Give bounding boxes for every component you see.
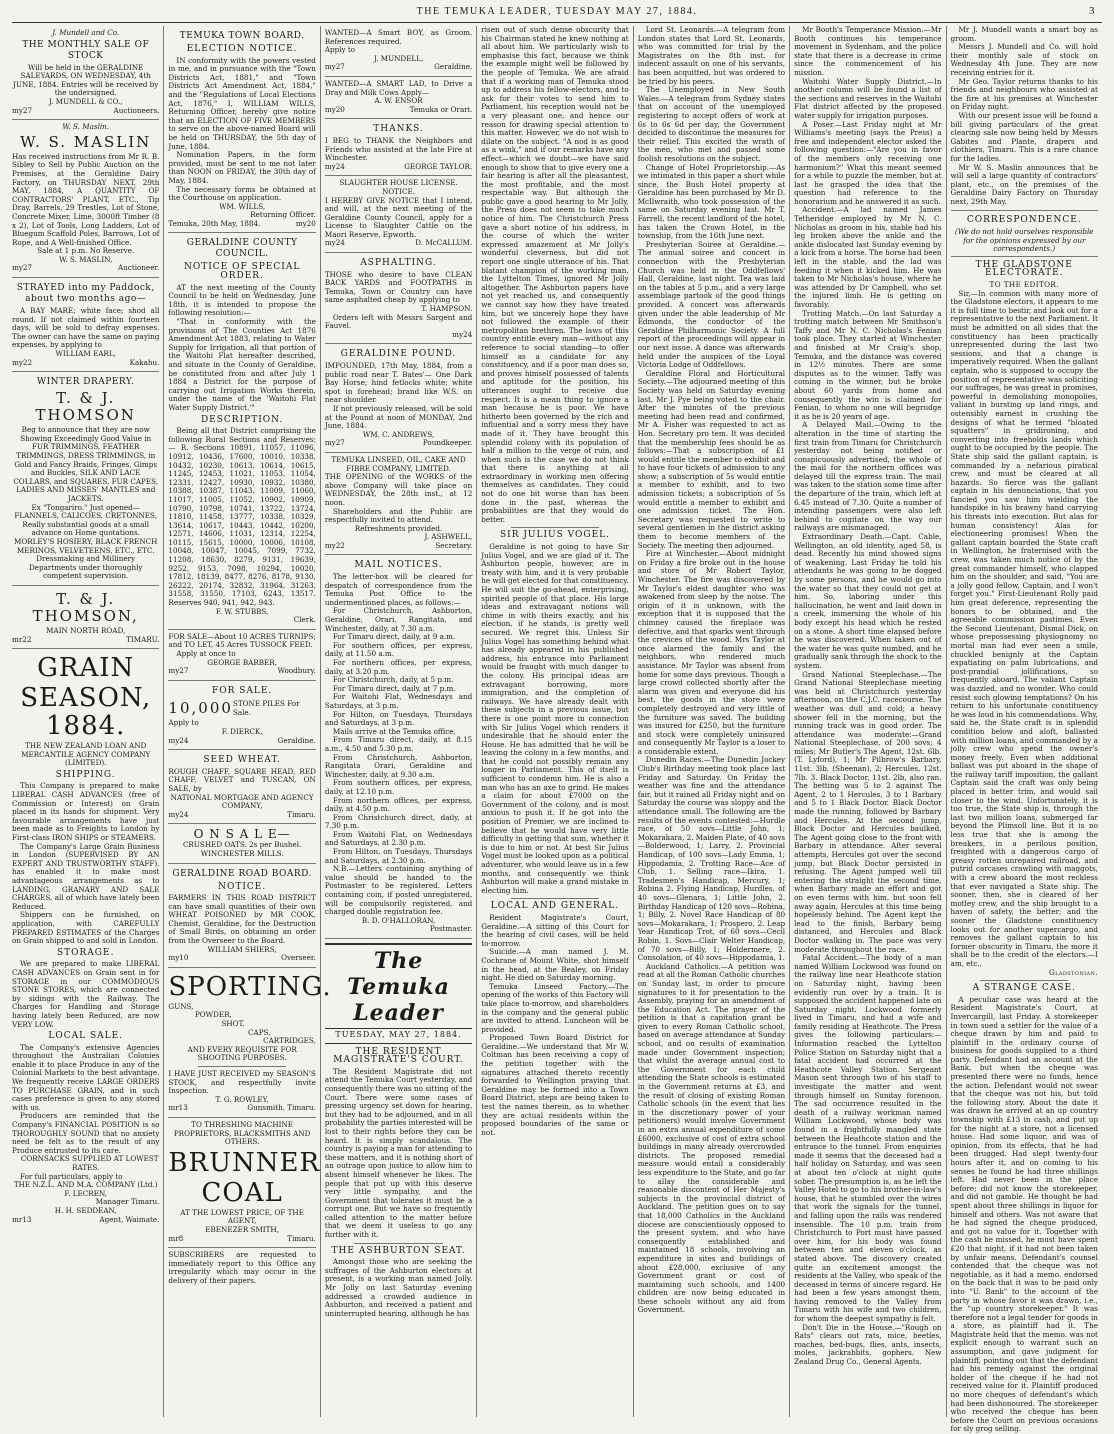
ad-signature: WILLIAM SHIERS,	[207, 944, 277, 954]
ad-ref: my27	[324, 438, 345, 448]
ad-signature: J. ASHWELL,	[424, 532, 473, 542]
paper-date: TUESDAY, MAY 27, 1884.	[325, 1028, 472, 1040]
paper-title: The Temuka Leader	[347, 948, 450, 1026]
ad-line: SHOT,	[221, 1019, 245, 1029]
ad-body: I BEG to THANK the Neighbors and Friends who assisted at the late Fire at Winchester.	[324, 135, 473, 163]
ad-byline: W. S. Maslin.	[62, 122, 110, 132]
ad-heading: THANKS.	[373, 124, 424, 135]
news-item: Fire at Winchester.—About midnight on Friday a fire broke out in the house and store of Mr Robert Taylor, Winchester. The fire was discovered by Mr Taylor's eldest daughter who was awakened from sleep by the noise. The origin of it is unknown, with the exception that it is supposed that the chimney caused the fireplace was defective, and that sparks went through the crevices of the wood. Mrs Taylor at once alarmed the family and the neighbors, who rendered much assistance. Mr Taylor was absent from home for some days previous. Though a large crowd collected shortly after the alarm was given and everyone did his best, the goods in the store were completely destroyed and very little of the furniture was saved. The building was insured for £250, but the furniture and stock were completely uninsured and consequently Mr Taylor is a loser to a considerable extent.	[637, 549, 786, 756]
ad-number: 10,000	[168, 699, 233, 718]
ad-name: T. & J. THOMSON	[35, 389, 136, 425]
news-item: Temuka Linseed Factory.—The opening of the works of this Factory will take place to-morrow, and shareholders in the company and the general public are invited to attend. Luncheon will be provided.	[481, 981, 629, 1034]
ad-heading: GERALDINE POUND.	[340, 349, 457, 360]
news-item: Presbyterian Soiree at Geraldine.—The annual soiree and concert in connection with the Presbyterian Church was held in the Oddfellows' Hall, Geraldine, last night. Tea was laid on the tables at 5 p.m., and a very large assemblage partook of the good things provided. A concert was afterwards given under the able leadership of Mr Edmonds, the conductor of the Geraldine Philharmonic Society. A full report of the proceedings will appear in our next issue. A dance was afterwards held under the auspices of the Loyal Victoria Lodge of Oddfellows.	[637, 239, 786, 370]
news-item: Waitohi Water Supply District.—In another column will be found a list of the sections and reserves in the Waitohi Flat district affected by the proposed water supply for irrigation purposes.	[794, 76, 942, 120]
ad-heading: GERALDINE ROAD BOARD.	[172, 868, 312, 879]
news-item: Mr Booth's Temperance Mission.—Mr Booth continues his temperance movement in Sydenham, and the police state that there is a decrease in crime since the commencement of his mission.	[794, 25, 942, 77]
news-item: Mr J. Mundell wants a smart boy as groom.	[950, 25, 1098, 43]
letter-heading: THE GLADSTONE ELECTORATE.	[975, 259, 1073, 279]
ad-body: Apply at once to	[176, 649, 236, 658]
ad-heading: TO THRESHING MACHINE PROPRIETORS, BLACKSMITHS AND OTHERS.	[173, 1119, 311, 1147]
ad-big-text: BRUNNER	[168, 1147, 321, 1178]
ad-paragraph: CORNSACKS SUPPLIED AT LOWEST RATES.	[20, 1154, 159, 1172]
columns	[12, 25, 1102, 1434]
ad-body: AT THE LOWEST PRICE, OF THE AGENT,	[180, 1207, 304, 1226]
article-body: Geraldine is not going to have Sir Julius Vogel, and we are glad of it. The Ashburton people, however, are in treaty with him, and it is very probable he will get elected for that constituency. He will suit the go-ahead, enterprising, spirited people of that place. His large ideas and extravagant notions will chime in with theirs exactly, and his election, if he stands, is pretty well secured. We regret this. Unless Sir Julius Vogel has something behind what has already appeared in his published address, his entrance into Parliament would be fraught with much danger to the colony. His principal ideas are extravagant borrowing, more immigration, and the completion of railways. We have already dealt with these subjects in a previous issue, but there is one point more in connection with Sir Julius Vogel which renders it undesirable that he should enter the House. He has admitted that he will be leaving the colony in a few months, and that he could not possibly remain any longer in Parliament. This of itself is sufficient to condemn him. He is also a man who has an axe to grind. He makes a claim for about £7000 on the Government of the colony, and is most anxious to push it. If he got into the position of Premier, we are inclined to believe that he would have very little difficulty in getting that sum, whether it is due to him or not. At best Sir Julius Vogel must be looked upon as a political adventurer, who would leave us in a few months, and consequently we think Ashburton will make a grand mistake in electing him.	[481, 542, 629, 895]
ad-linseed-company	[325, 453, 472, 556]
ad-signature: WM. WILLS,	[219, 201, 266, 211]
column-2	[163, 26, 332, 1417]
ad-ref: my22	[12, 357, 33, 367]
ad-stone-piles	[168, 681, 315, 750]
ad-heading: FOR SALE.	[211, 685, 273, 696]
ad-paragraph: Shareholders and the Public are respectfully invited to attend.	[324, 506, 473, 525]
masthead-title: THE TEMUKA LEADER, TUESDAY MAY 27, 1884.	[416, 5, 698, 17]
ad-winter-drapery	[12, 372, 159, 586]
mail-line: Mails arrive at the Temuka office,	[332, 726, 456, 736]
ad-signature: T. HAMPSON.	[421, 304, 473, 314]
ad-ref: my24	[324, 161, 345, 171]
ad-signature: W. S. MASLIN,	[59, 254, 113, 264]
ad-role: Clerk.	[293, 615, 316, 625]
ad-road-board	[168, 864, 315, 968]
ad-heading: SEED WHEAT.	[203, 755, 281, 766]
mail-line: From Christchurch direct, daily, at 7.30 p.m.	[324, 812, 473, 831]
ad-address: MAIN NORTH ROAD,	[46, 625, 126, 635]
news-item: Grand National Steeplechase.—The Grand National Steeplechase meeting was held at Christchurch yesterday afternoon, on the C.J.C. racecourse. The weather was dull and cold; a heavy shower fell in the morning, but the running track was in good order. The attendance was moderate:—Grand National Steeplechase, of 200 sovs; 4 miles; Mr Butler's The Agent, 12st. 6lb. (T. Lyford), 1; Mr Pilbrow's Barbary, 11st. 3lb. (Sheenan), 2; Hercules, 12st. 7lb. 3. Black Doctor, 11st. 2lb, also ran. The betting was 5 to 2 against The Agent, 2 to 1 Hercules, 3 to 1 Barbary and 5 to 1 Black Doctor. Black Doctor made the running, followed by Barbary and Hercules. At the second jump, Black Doctor and Hercules baulked, The Agent going close to the front with Barbary in attendance. After several attempts, Hercules got over the second jump, but Black Doctor persisted in refusing. The Agent jumped well till entering the straight the second time, when Barbary made an effort and got on even terms with him, but soon fell away again, Hercules at this time being hopelessly behind. The Agent kept the lead to the finish, Barbary being distanced, and Hercules and Black Doctor walking in. The pace was very moderate throughout the race.	[794, 669, 942, 954]
article-body: Amongst those who are seeking the suffrages of the Ashburton electors at present, is a working man named Jolly. Mr Jolly on last Saturday evening addressed a crowded audience in Ashburton, and received a patient and uninterrupted hearing, although he has	[324, 1257, 473, 1318]
ad-role: Secretary.	[435, 540, 473, 550]
ad-heading: O N S A L E—	[193, 827, 291, 842]
ad-line: CAPS,	[248, 1027, 271, 1037]
ad-line: CARTRIDGES,	[263, 1036, 316, 1046]
ad-ref: mr13	[12, 1214, 32, 1224]
ad-body: IMPOUNDED, 17th May, 1884, from a public road near T. Bates'— One Dark Bay Horse; hind fetlocks white; white spot in forehead; brand like W.S. on near shoulder.	[324, 361, 473, 405]
ad-signature: WINCHESTER MILLS.	[200, 848, 284, 858]
ad-heading: FOR SALE—About 10 ACRES TURNIPS; and TO LET, 45 Acres TUSSOCK FEED.	[168, 631, 316, 650]
news-item: Lord St. Leonards.—A telegram from London states that Lord St. Leonards, who was committed for trial by the Magistrates on the 8th inst. for indecent assault on one of his servants, has been acquitted, but was ordered to be tried by his peers.	[637, 25, 786, 86]
ad-line: GUNS,	[168, 1001, 194, 1011]
ad-heading: SLAUGHTER HOUSE LICENSE. NOTICE.	[339, 178, 458, 196]
ad-subheading: DESCRIPTION.	[200, 414, 284, 425]
news-item: A Poser.—Last Friday night at Mr Williams's meeting (says the Press) a free and independent elector asked the following question:—"Are you in favor of the members only receiving one harmonium?" What this meant seemed for a while to puzzle the member, but at last he grasped the idea that the question had reference to the honorarium and he answered it as such.	[794, 119, 942, 206]
ad-ref: my24	[168, 809, 189, 819]
mail-line: From southern offices, per express, daily, at 12.10 p.m.	[324, 778, 473, 796]
ad-mundell-stock-sale	[12, 26, 159, 120]
news-item: A Delayed Mail.—Owing to the alteration in the time of starting the first train from Timaru for Christchurch yesterday not being notified or conspicuously advertised, the whole of the mail for the northern offices was delayed till the express train. The mail was taken to the station some time after the departure of the train, which left at 6.45 instead of 7.30. Quite a number of intending passengers were also left behind to cogitate on the way our railways are mismanaged.	[794, 420, 942, 533]
ad-role: Auctioneers.	[113, 105, 160, 115]
ad-heading: GERALDINE COUNTY COUNCIL.	[186, 238, 298, 260]
ad-brunner-coal	[168, 1118, 321, 1248]
mail-line: For Waitohi Flat, Wednesdays and Saturdays, at 3 p.m.	[324, 692, 473, 710]
ad-role: Manager Timaru.	[95, 1197, 160, 1207]
ad-ref: my27	[324, 62, 345, 72]
ad-wanted-boy	[325, 26, 472, 77]
ad-heading: WINTER DRAPERY.	[36, 377, 135, 388]
ad-ref: my24	[324, 238, 345, 248]
ad-signature: J. MUNDELL,	[373, 53, 424, 63]
news-item: Mr W. S. Maslin announces that he will sell a large quantity of contractors' plant, etc., on the premises of the Geraldine Dairy Factory on Thursday next, 29th May.	[950, 162, 1098, 206]
section-heading: LOCAL AND GENERAL.	[490, 901, 620, 912]
mail-line: For Christchurch, daily, at 5 p.m.	[332, 675, 454, 685]
ad-signature: H. H. SEDDEAN,	[54, 1205, 117, 1215]
news-item: Trotting Match.—On last Saturday a trotting match between Mr Smithson's Taffy and Mr N. C. Nicholas's Fenian took place. They started at Winchester and finished at Mr Craig's shop, Temuka, and the distance was covered in 12½ minutes. There are some disputes as to the winner. Taffy was coming in the winner, but he broke about 60 yards from home and consequently the win is claimed for Fenian, to whom no one will begrudge it as he is 20 years of age.	[794, 308, 942, 421]
news-item: Don't Die in the House.—"Rough on Rats" clears out rats, mice, beetles, roaches, bed-bugs, flies, ants, insects, moles, jackrabbits, gophers. New Zealand Drug Co., General Agents.	[794, 1322, 942, 1367]
mail-line: The letter-box will be cleared for despatch of correspondence from the Temuka Post Office to the undermentioned places, as follows:—	[324, 572, 473, 607]
news-item: Change of Hotel Proprietorship.—As we intimated in this paper a short while since, the Bush Hotel property at Geraldine has been purchased by Mr D. McIlwraith, who took possession of the same on Saturday evening last. Mr T. Farrell, the recent landlord of the hotel, has taken the Crown Hotel, in the township, from the 16th June next.	[637, 162, 786, 241]
ad-signature: F. W. STUBBS,	[215, 606, 269, 616]
ad-signature: F. LECREN,	[64, 1188, 108, 1198]
ad-ref: my27	[12, 263, 33, 273]
mail-line: From Waitohi Flat, on Wednesdays and Saturdays, at 2.30 p.m.	[324, 829, 473, 848]
news-item: Suicide.—A man named J. M. Cochrane of Mount White, shot himself in the head, at the Bealey, on Friday night. He died on Saturday morning.	[481, 947, 629, 983]
article-heading: THE ASHBURTON SEAT.	[331, 1245, 466, 1256]
ad-role: Returning Officer.	[250, 210, 316, 220]
mail-line: From Christchurch, Ashburton, Rangitata Orari, Geraldine and Winchester, daily, at 9.30 a.m.	[324, 752, 473, 779]
news-item: Proposed Town Board District for Geraldine.—We understand that Mr W. Coltman has been receiving a copy of the petition together with the signatures attached thereto recently forwarded to Wellington praying that Geraldine may be formed into a Town Board District, steps are being taken to test the names therein, as to whether they are actual residents within the proposed boundaries of the same or not.	[481, 1033, 629, 1137]
ad-signature: GEORGE BARBER,	[207, 657, 277, 667]
ad-subheading: NOTICE.	[218, 881, 267, 892]
ad-body: Has received instructions from Mr R. B. Sibley to Sell by Public Auction on the Premises, at the Geraldine Dairy Factory, on THURSDAY NEXT, 29th MAY, 1884, A QUANTITY OF CONTRACTORS' PLANT, ETC., Tip Dray, Barrels, 29 Trestles, Lot of Stone, Concrete Mixer, Lime, 3000ft Timber (8 x 2), Lot of Tools, Long Ladders, Lot of Bluegum Scaffold Poles, Barrows, Lot of Rope, and A Well-finished Office.	[12, 151, 160, 247]
ad-body: CRUSHED OATS. 2s per Bushel.	[182, 840, 302, 850]
news-item: Resident Magistrate's Court, Geraldine.—A sitting of this Court for the hearing of civil cases, will be held to-morrow.	[481, 912, 629, 948]
ad-name: W. S. MASLIN	[20, 132, 152, 151]
ad-signature: B. D. O'HALLORAN,	[361, 915, 436, 925]
news-item: Dunedin Races.—The Dunedin Jockey Club's Birthday meeting took place last Friday and Saturday. On Friday the weather was fine and the attendance fair, but it rained all Friday night and on Saturday the course was sloppy and the attendance small. The following are the results of the events contested:—Hurdle race, of 50 sovs—Little John, 1; Mokarakara, 2. Maiden Plate, of 40 sovs—Bolderwood, 1; Larry, 2. Provincial Handicap, of 100 sovs—Lady Emma, 1; Hippodamia, 2. Trotting Race—Ace of Club, 1. Selling race—Ikira, 1. Tradesmen's Handicap, Mercury, 1; Robina 2. Flying Handicap, Hurdles, of 40 sovs—Glenara, 1; Little John, 2. Birthday Handicap of 120 sovs—Robina, 1; Billy, 2. Novel Race Handicap of 80 sovs—Mokarakara, 1; Prospero, 2. Leap Year Handicap Trot, of 60 sovs—Cecil Robin, 1. Sovs—Clair Welter Handicap, of 70 sovs—Billy, 1; Holdermere, 2. Consolation, of 40 sovs—Hippodamia, 1.	[637, 755, 786, 963]
ad-geraldine-pound	[325, 344, 472, 453]
ad-paragraph: For full particulars, apply to	[20, 1171, 123, 1181]
letter-salutation: TO THE EDITOR.	[989, 280, 1059, 290]
ad-ref: my24	[452, 329, 473, 339]
ad-body: Beg to announce that they are now Showing Exceedingly Good Value in FUR TRIMMINGS, FEATHER TRIMMINGS, DRESS TRIMMINGS, in Gold and Fancy Braids, Fringes, Gimps and Buckles, SILK AND LACE COLLARS, and SQUARES, FUR CAPES, LADIES AND MISSES' MANTLES and JACKETS.	[13, 425, 159, 503]
ad-paragraph: This Company is prepared to make LIBERAL CASH ADVANCES (free of Commission or Interest) on Grain placed in its hands for shipment. Very favourable arrangements have just been made as to Freights to London by First-class IRON SHIPS or STEAMERS.	[12, 781, 160, 843]
ad-paragraph: Refreshments provided.	[354, 523, 443, 533]
column-5	[633, 26, 789, 1417]
ad-paragraph: The Company's Large Grain Business in London (SUPERVISED BY AN EXPERT AND TRUSTWORTHY STAFF), has enabled it to make most advantageous arrangements as to LANDING, GRANARY AND SALE CHARGES, all of which have lately been Reduced.	[12, 841, 160, 911]
news-item: Geraldine Floral and Horticultural Society.—The adjourned meeting of this Society was held on Saturday evening last, Mr J. Pye being voted to the chair. After the minutes of the previous meeting had been read and confirmed, Mr A. Fisher was requested to act as Hon. Secretary pro tem. It was decided that the membership fees should be as follows:—That a subscription of £1 would entitle the member to exhibit and to have four tickets of admission to any show; a subscription of 5s would entitle a member to exhibit, and to two admission tickets; a subscription of 5s would entitle a member to exhibit and one admission ticket. The Hon. Secretary was requested to write to several gentlemen in the district asking them to become members of the Society. The meeting then adjourned.	[637, 368, 786, 550]
ad-crushed-oats	[168, 824, 315, 863]
ad-paragraph: The Company's extensive Agencies throughout the Australian Colonies enable it to place Produce in any of the Colonial Markets to the best advantage. We frequently receive LARGE ORDERS TO PURCHASE GRAIN, and in such cases preference is given to any stored with us.	[12, 1042, 160, 1112]
ad-place: Timaru.	[287, 809, 316, 819]
ad-place: Kakahu.	[129, 357, 160, 367]
ad-signature: F. DIERCK,	[221, 726, 263, 736]
ad-heading: THE MONTHLY SALE OF STOCK	[22, 39, 150, 61]
article-heading: A STRANGE CASE.	[972, 983, 1076, 994]
mail-line: For southern offices, per express, daily, at 11.50 a.m.	[324, 640, 473, 659]
ad-role: Auctioneer.	[117, 263, 160, 273]
ad-name: T. & J. THOMSON,	[32, 589, 139, 625]
ad-place: Woodbury.	[277, 666, 316, 676]
ad-paragraph: IN conformity with the powers vested in me, and in pursuance with the "Town Districts Act, 1881," and "Town Districts Act Amendment Act, 1884," and the "Regulations of Local Elections Act, 1876," I, WILLIAM WILLS, Returning Officer, hereby give notice that an ELECTION OF FIVE MEMBERS to serve on the above-named Board will be held on THURSDAY, the 5th day of June, 1884.	[168, 55, 316, 151]
ad-ref: my20	[324, 104, 345, 114]
news-item: Accident.—A lad named James Tetheridge employed by Mr N. C. Nicholas as groom in his, stable had his leg broken above the ankle and the ankle dislocated last Sunday evening by a kick from a horse. The horse had been left in the stable, and the lad was feeding it when it kicked him. He was taken to Mr Nicholas's house, where he was attended by Dr Campbell, who set the injured limb. He is getting on favorably.	[794, 205, 942, 309]
article-body: risen out of such dense obscurity that his Chairman stated he knew nothing at all about him. We particularly wish to emphasise this fact, because we think the example might well be followed by the people of Temuka. We are afraid that if a working man of Temuka stood up to address his fellow-electors, and to ask for their votes to send him to Parliament, his reception would not be a very pleasant one, and hence our reason for drawing special attention to this matter. However, we do not wish to dilate on the subject. "A nod is as good as a wink," and if our remarks have any effect—which we doubt—we have said enough to show that to give every one a fair hearing is after all the pleasantest, the most profitable, and the most respectable way. But although the public gave a good hearing to Mr Jolly, the Press does not seem to take much notice of him. The Christchurch Press gave a short notice of his address, in the course of which the writer expressed amazement at Mr Jolly's wonderful cleverness, but did not report one single utterance of his. That blatant champion of the working man, the Lyttelton Times, ignored Mr Jolly altogether. The Ashburton papers have not yet reached us, and consequently we cannot say how they have treated him, but we sincerely hope they have not followed the example of their metropolitan brethren. The laws of this country entitle every man—without any reference to social standing—to offer himself as a candidate for any constituency, and if a poor man does so, and proves himself possessed of talents and aptitude for the position, his utterances ought to receive due respect. It is a mean thing to ignore a man because he is poor. We have hitherto been governed by the rich and influential and a sorry mess they have made of it. They have brought this splendid colony with its population of half a million to the verge of ruin, and when such is the case we do not think that there is anything at all extraordinary in working men offering themselves as candidates. They could not do one bit worse than has been done in the past, whereas the probabilities are that they would do better.	[481, 25, 629, 524]
news-item: The Unemployed in New South Wales.—A telegram from Sydney states that on account of the unemployed registering to accept offers of work at 6s to 6s 6d per day, the Government decided to discontinue the measures for their relief. This excited the wrath of the men, who met and passed some foolish resolutions on the subject.	[637, 85, 786, 163]
ad-line: POWDER,	[194, 1010, 232, 1020]
ad-heading: SPORTING.	[168, 971, 332, 1002]
column-3	[320, 26, 476, 1417]
article-heading: SIR JULIUS VOGEL.	[499, 530, 610, 541]
ad-heading: TEMUKA TOWN BOARD.	[179, 31, 305, 41]
column-1	[12, 26, 163, 1417]
ad-ref: my27	[168, 666, 189, 676]
ad-item: STONE PILES For Sale.	[232, 699, 300, 717]
ad-ref: mr8	[168, 1233, 184, 1243]
letter-body: Sir,—In common with many more of the Gladstone electors, it appears to me it is full time to bestir, and look out for a representative to the next Parliament. It must be admitted on all sides that the constituency has been practically unrepresented during the last two sessions, and that a change is imperatively required. When the gallant captain, who is supposed to occupy the position of representative was soliciting our suffrages, he was great in promises, powerful in demolishing monopolies, valiant in bursting up land rings, and ostensibly earnest in crushing the designs of what he termed "bloated squatters" in gridironing, and converting into freeholds lands which ought to be occupied by the people. The State ship said the gallant captain, is commanded by a nefarious piratical crew, and must be cleared at all hazards. So fierce was the gallant captain in his denunciations, that you fancied you saw him wielding the handspike in his brawny hand carrying his threats into execution. But alas for human consistency! Alas for electioneering promises! When the gallant captain boarded the State craft in Wellington, he fraternised with the crew, was taken much notice of by the great commander himself, who clapped him on the shoulder, and said, "You are a jolly good fellow, Captain, and I won't forget you." First-Lieutenant Rolly paid him great deference, representing the honors to be obtained, and the agreeable commission pastimes. Even the Second Lieutenant, Dismal Dick, on whose prepossessing physiognomy no mortal man had ever seen a smile, chuckled benignly at the Captain expatiating on palm lubrications, and post-prandial jollifications, so frequently aboard. The valiant Captain was dazzled, and no wonder. Who could resist such glowing temptations? On his return to his unfortunate constituency he was loud in his commendations. Why, said he, the State craft is in splendid condition below and aloft, ballasted with million loans, and commanded by a jolly crew who spend the owner's money freely. Even when additional ballast was put aboard in the shape of the railway tariff imposition, the gallant Captain said the craft was only being placed in better trim, and would sail closer to the wind. Unfortunately, it is too true, the State ship is, through the last two million loans, submerged far beyond the Plimsoll line. But it is no less true that she is among the breakers, in a perilous position, freighted with a dangerous cargo of greasy rotten unrepaired railroad, and putrid carcases crawling with maggots, with a crew aboard the most reckless that ever navigated a State ship. The sooner, then, she is cleared of her motley crew, and the ship brought to a haven of safety, the better; and the sooner the Gladstone constituency looks out for another supercargo, and removes the gallant captain to his former obscurity in Timaru, the more it shall be to the credit of the electors.—I am, etc.,	[950, 288, 1098, 968]
disclaimer: (We do not hold ourselves responsible for the opinions expressed by our correspondents.)	[954, 227, 1094, 254]
news-item: Extraordinary Death.—Capt. Cable, Wellington, an old identity, aged 58, is dead. Recently his mind showed signs of weakening. Last Friday he told his attendants he was going to be dogged by some persons, and he would go into the water so that they could not get at him. So, laboring under this hallucination, he went and laid down in a creek, immersing the whole of his body except his head which he rested on a stone. A short time elapsed before he was discovered. When taken out of the water he was quite numbed, and he gradually sank through the shock to the system.	[794, 532, 942, 670]
ad-ref: my22	[324, 540, 345, 550]
paper-title-block	[325, 943, 472, 1044]
ad-paragraph: Producers are reminded that the Company's FINANCIAL POSITION is so THOROUGHLY SOUND that no anxiety need be felt as to the result of any Produce entrusted to its care.	[12, 1111, 160, 1155]
ad-asphalting	[325, 253, 472, 344]
ad-signature: J. MUNDELL & CO.,	[48, 96, 123, 106]
ad-role: Gunsmith, Timaru.	[247, 1103, 316, 1113]
ad-footer: Orders left with Messrs Sargent and Fauvel.	[324, 312, 473, 331]
ad-role: Agent, Waimate.	[99, 1214, 160, 1224]
news-item: Auckland Catholics.—A petition was read at all the Roman Catholic churches on Sunday last, in order to procure signatures to it for presentation to the Assembly, praying for an amendment of the Education Act. The prayer of the petition is that a capitation grant be given to every Roman Catholic school, based on average attendance at Sunday school, and on results of examination made under Government inspection; that whilst the average annual cost to the Government for each child attending the State schools is estimated in the Government returns at £3, and the result of closing of existing Roman Catholic schools (in the event that lies in the discretionary power of your petitioners) would involve Government in an extra annual expenditure of some £6000, exclusive of cost of extra school buildings in many already overcrowded districts. The proposed remedial measure would entail a considerably less expenditure to the State, and go far to allay the considerable and reasonable discontent of Her Majesty's subjects in the provincial district of Auckland. The petition goes on to say that 18,000 Catholics in the Auckland diocese are conscientiously opposed to the present system, and who have consequently established and maintained 18 schools, involving an expenditure in sites and buildings of about £28,000, exclusive of any Government grant or cost of maintaining such schools, and 1400 children are now being educated in these schools without any aid from Government.	[637, 961, 786, 1315]
ad-body: I HEREBY GIVE NOTICE that I intend, and will, at the next meeting of the Geraldine County Council, apply for a License to Slaughter Cattle on the Maori Reserve, Epworth.	[324, 195, 473, 239]
mail-line: For Hilton, on Tuesdays, Thursdays and Saturdays, at 3 p.m.	[324, 709, 473, 728]
ad-ref: mr22	[12, 634, 32, 644]
ad-heading: TEMUKA LINSEED, OIL, CAKE AND FIBRE COMPANY, LIMITED.	[331, 454, 466, 473]
ad-mail-notices	[325, 555, 472, 939]
ad-seed-wheat	[168, 750, 315, 824]
ad-paragraph: AT the next meeting of the County Council to be held on Wednesday, June 18th, it is intended to propose the following resolution:—	[168, 282, 316, 318]
ad-role: Overseer.	[281, 953, 316, 963]
ad-apply: Apply to	[168, 718, 199, 728]
ad-body: FARMERS IN THIS ROAD DISTRICT can have small quantities of their own WHEAT POISONED by MR COOK, Chemist, Geraldine, for the Destruction of Small Birds, on obtaining an order from the Overseer to the Board.	[168, 893, 316, 946]
column-6	[789, 26, 945, 1417]
news-item: Mr Geo. Taylor returns thanks to his friends and neighbours who assisted at the fire at his premises at Winchester on Friday night.	[950, 76, 1098, 112]
ad-town-board-election	[168, 26, 315, 233]
ad-paragraph: We are prepared to make LIBERAL CASH ADVANCES on Grain sent in for STORAGE in our COMMODIOUS STONE STORES, which are connected by sidings with the Railway. The Charges for Handling and Storage having lately been Reduced, are now VERY LOW.	[12, 959, 160, 1029]
page-number: 3	[1089, 5, 1096, 17]
ad-place: Geraldine.	[434, 62, 473, 72]
ad-ref: my20	[295, 218, 316, 228]
ad-byline: J. Mundell and Co.	[52, 28, 120, 37]
news-item: With our present issue will be found a bill giving particulars of the great clearing sale now being held by Messrs Gabites and Plante, drapers and clothiers, Timaru. This is a rare chance for the ladies.	[950, 110, 1098, 163]
column-4	[476, 26, 632, 1417]
ad-body: ROUGH CHAFF, SQUARE HEAD, RED CHAFF, VELVET and TUSCAN, ON SALE, by	[168, 766, 316, 793]
ad-subheading: LOCAL SALE.	[48, 1031, 124, 1042]
ad-heading: GRAIN	[37, 653, 135, 684]
ad-subheading: NOTICE OF SPECIAL ORDER.	[183, 262, 301, 282]
ad-place: Geraldine.	[277, 735, 316, 745]
mail-line: N.B.—Letters containing anything of value should be handed to the Postmaster to be registered. Letters containing coin, if posted unregistered, will be compulsorily registered, and charged double registration fee.	[324, 864, 473, 917]
ad-wanted-lad	[325, 77, 472, 119]
ad-body: THE OPENING of the WORKS of the above Company will take place on WEDNESDAY, the 28th inst., at 12 noon.	[324, 472, 473, 507]
ad-paragraph: Nomination Papers, in the form provided, must be sent to me not later than NOON on FRIDAY, the 30th day of May, 1884.	[168, 150, 316, 185]
ad-heading: WANTED—A SMART LAD, to Drive a Dray and Milk Cows Apply—	[324, 78, 473, 97]
ad-subscribers-notice	[168, 1248, 315, 1289]
ad-slaughter-license	[325, 176, 472, 253]
ad-heading: MAIL NOTICES.	[354, 560, 443, 571]
ad-heading: WANTED—A Smart BOY, as Groom. References required.	[324, 28, 473, 46]
ad-body: SUBSCRIBERS are requested to immediately report to this Office any irregularity which may occur in the delivery of their papers.	[168, 1250, 316, 1285]
ad-subheading: SHIPPING.	[55, 769, 116, 780]
ad-body: A BAY MARE; white face; shod all round. If not claimed within fourteen days, will be sold to defray expenses. The owner can have the same on paying expenses, by applying to	[12, 306, 160, 350]
mail-line: For Christchurch, Ashburton, Geraldine, Orari, Rangitata, and Winchester, daily, at 7.30 a.m.	[324, 606, 473, 633]
ad-paragraph: THE N.Z.L. AND M.A. COMPANY (Ltd.)	[13, 1180, 158, 1190]
ad-body-2: Ex "Tongariro." Just opened— FLANNELS, CALICOES, CRETONNES, Really substantial goods at a small advance on Home quotations. MORLEY'S HOSIERY, BLACK FRENCH MERINOS, VELVETEENS, ETC., ETC.	[13, 502, 158, 555]
mail-line: For Timaru direct, daily, at 9 a.m.	[332, 632, 456, 642]
section-heading: CORRESPONDENCE.	[966, 215, 1082, 226]
ad-paragraph: If not previously released, will be sold at the Pound at noon of MONDAY, 2nd June, 1884.	[324, 403, 473, 431]
ad-signature: GEORGE TAYLOR.	[404, 161, 473, 171]
ad-subheading: ELECTION NOTICE.	[186, 44, 298, 54]
ad-line: AND EVERY REQUISITE FOR SHOOTING PURPOSES.	[187, 1044, 297, 1063]
article-body: The Resident Magistrate did not attend the Temuka Court yesterday, and consequently there was no sitting of the Court. There were some cases of pressing urgency set down for hearing, but they had to be adjourned, and in all probability the parties interested will be lost to their rights before they can be heard. It is simply scandalous. The country is paying a man for attending to these matters, and it is nothing short of an outrage upon justice to allow him to absent himself whenever he likes. The people that put up with this deserve very little sympathy, and the Government that tolerates it must be a corrupt one. But we have so frequently called attention to the matter before that we deem it useless to go any further with it.	[324, 1066, 473, 1240]
ad-ref: my27	[12, 105, 33, 115]
ad-apply: Apply to	[324, 45, 356, 55]
ad-body: THE NEW ZEALAND LOAN AND MERCANTILE AGENCY COMPANY (LIMITED).	[21, 741, 151, 768]
ad-grain-season	[12, 649, 159, 1228]
ad-big-text-2: COAL	[201, 1177, 283, 1208]
ad-role: Postmaster.	[429, 924, 473, 934]
ad-subheading: STORAGE.	[56, 947, 115, 958]
ad-body: Will be held in the GERALDINE SALEYARDS, ON WEDNESDAY, 4th JUNE, 1884. Entries will be received by the undersigned.	[13, 62, 159, 98]
ad-thanks	[325, 119, 472, 176]
ad-ref: my10	[168, 953, 189, 963]
ad-ref: mr13	[168, 1103, 188, 1113]
ad-ref: my24	[168, 735, 189, 745]
ad-signature: WM. C. ANDREWS,	[362, 429, 435, 439]
news-item: Messrs J. Mundell and Co. will hold their monthly sale of stock on Wednesday 4th June. They are now receiving entries for it.	[950, 42, 1098, 77]
ad-signature: NATIONAL MORTGAGE AND AGENCY COMPANY,	[170, 792, 314, 811]
mail-line: From northern offices, per express, daily, at 4.50 p.m.	[324, 795, 473, 814]
ad-place: Timaru.	[287, 1233, 316, 1243]
ad-sporting	[168, 968, 332, 1118]
ad-paragraph: Shippers can be furnished, on application, with CAREFULLY PREPARED ESTIMATES of the Charges on Grain shipped to and sold in London.	[12, 910, 160, 946]
ad-strayed-mare	[12, 278, 159, 372]
ad-thomson-address	[12, 586, 159, 649]
ad-paragraph: The necessary forms be obtained at the Courthouse on application.	[168, 184, 316, 203]
mail-line: From Timaru direct, daily, at 8.15 a.m., 4.50 and 5.30 p.m.	[324, 735, 473, 753]
ad-signature: D. McCALLUM.	[415, 238, 473, 248]
mail-line: For Timaru direct, daily, at 7 p.m.	[332, 683, 456, 693]
article-heading: THE RESIDENT MAGISTRATE'S COURT.	[333, 1046, 464, 1066]
ad-heading-2: SEASON, 1884.	[20, 683, 152, 742]
ad-role: Poundkeeper.	[422, 438, 473, 448]
mail-line: For northern offices, per express, daily, at 3.20 p.m.	[324, 658, 473, 676]
ad-body: THOSE who desire to have CLEAN BACK YARDS and FOOTPATHS in Temuka, Town or Country can have same asphalted cheap by applying to	[324, 269, 473, 305]
ad-turnips-for-sale	[168, 630, 315, 681]
ad-place: TIMARU.	[126, 634, 160, 644]
letter-signature: Gladstonian.	[1048, 967, 1098, 977]
ad-paragraph: "That in conformity with the provisions of The Counties Act 1876 Amendment Act 1883, relating to Water Supply for Irrigation, all that portion of the Waitohi Flat hereafter described, and situate in the County of Geraldine, be constituted from and after July 1 1884 a District for the purpose of carrying out Irrigation Works therein, under the name of the 'Waitohi Flat Water Supply District.'"	[168, 317, 316, 412]
news-item: Fatal Accident.—The body of a man named William Lockwood was found on the railway line near Heathcote station on Saturday night, having been evidently run over by a train. It is supposed the accident happened late on Saturday night. Lockwood formerly lived in Timaru, and had a wife and family residing at Heathcote. The Press gives the following particulars:—Information reached the Lyttelton Police Station on Saturday night that a fatal accident had occurred at the Heathcote Valley Station. Sergeant Mason sent through two of his staff to investigate the matter and went through himself on Sunday forenoon. The sad occurrence resulted in the death of a railway workman named William Lockwood, whose body was found in a frightfully mangled state between the Heathcote station and the entrance to the tunnel. From enquiries made it seems that the deceased had a half holiday on Saturday, and was seen at about ten o'clock at night quite sober. The presumption is, as he left the Valley Hotel to go to his brother-in-law's house, that he stumbled over the wires that work the signals for the tunnel, and falling upon the rails was rendered insensible. The 10 p.m. train from Christchurch to Port must have passed over him, for his body was found between ten and eleven o'clock, as stated above. The discovery created quite an excitement amongst the residents at the Valley, who speak of the deceased in terms of sincere regard. He had been a few years amongst them, having removed to the Valley from Timaru with his wife and two children, for whom the deepest sympathy is felt.	[794, 953, 942, 1324]
mail-line: From Hilton, on Tuesdays, Thursdays and Saturdays, at 2.30 p.m.	[324, 847, 473, 865]
ad-heading: STRAYED into my Paddock, about two months ago—	[16, 283, 155, 305]
ad-signature: T. G. ROWLEY,	[215, 1094, 269, 1104]
ad-body: I HAVE JUST RECEIVED my SEASON'S STOCK, and respectfully invite Inspection.	[168, 1069, 316, 1096]
ad-sale-time: Sale at 1 p.m. No Reserve.	[37, 246, 135, 256]
ad-maslin-auction	[12, 120, 159, 278]
ad-heading: ASPHALTING.	[360, 258, 437, 269]
column-7	[946, 25, 1102, 1434]
ad-place: Temuka or Orari.	[409, 104, 473, 114]
ad-paragraph: Being all that District comprising the following Rural Sections and Reserves:— R. Sections 10891, 11057, 11096, 10912, 10436, 17600, 10010, 10338, 10432, 10230, 10613, 10614, 10615, 11245, 12453, 11021, 11053, 11054, 12331, 12427, 10930, 10932, 10380, 10388, 10387, 11043, 11009, 11060, 11017, 11005, 11052, 10902, 10909, 10790, 10798, 10741, 13722, 13724, 11810, 11458, 13777, 10338, 10329, 13614, 10617, 10443, 10442, 10200, 12571, 14606, 11031, 12314, 12254, 10115, 15615, 10000, 10006, 10108, 10048, 10047, 10045, 7099, 7732, 11208, 18630, 8279, 9131, 19639, 9252, 9153, 7098, 10294, 10020, 17812, 18139, 8477, 8276, 8178, 9130, 26222, 20174, 32832, 31964, 31263, 31558, 31550, 17103, 6243, 13517. Reserves 940, 941, 942, 943.	[168, 426, 316, 608]
ad-date: Temuka, 20th May, 1884.	[168, 218, 261, 228]
ad-county-council	[168, 233, 315, 629]
ad-signature: A. W. ENSOR	[374, 96, 423, 106]
article-body: A peculiar case was heard at the Resident Magistrate's Court, at Invercargill, last Friday. A storekeeper in town sued a settler for the value of a cheque drawn by him and paid to plaintiff in the ordinary course of business for goods supplied to a third party. Defendant had an account at the Bank, but when the cheque was presented there were no funds, hence the action. Defendant would not swear that the cheque was not his, but told the following story. About the date it was drawn he arrived at an up country township with £13 in cash, and put up for the night at a store, not a licensed house. Had some liquor, and was of opinion, from its effects, that he had been drugged. Had slept twenty-four hours after it, and on coming to his senses he found he had three shillings left. Had never been in the place before; did not know the storekeeper, and did not gamble. He thought he had spent about three shillings in liquor for himself and others. Was not aware that he had signed the cheque produced, and got no value for it. Together with the cash he missed, he must have spent £20 that night, if it had not been taken by unfair means. Defendant's counsel contended that the cheque was not negotiable, as it had a memo. endorsed on the back that it was to be paid only into "U. Bank" to the account of the party in whose favor it was drawn, i.e., the "up country storekeeper." It was therefore not a legal tender for goods in a store, as plaintiff had it. The Magistrate held that the memo. was not explicit enough to warrant such an assumption, and gave judgment for plaintiff, pointing out that the defendant had his remedy against the original holder of the cheque if he had not received value for it. Plaintiff produced no more cheques of defendant's which had been dishonoured. The storekeeper who received the cheque has been before the Court on previous occasions for sly grog selling.	[950, 994, 1098, 1434]
ad-signature: WILLIAM EARL,	[55, 349, 116, 359]
ad-footer: Dressmaking and Millinery Departments under thoroughly competent supervision.	[28, 554, 143, 581]
masthead	[12, 0, 1102, 23]
ad-signature: EBENEZER SMITH,	[205, 1224, 279, 1234]
